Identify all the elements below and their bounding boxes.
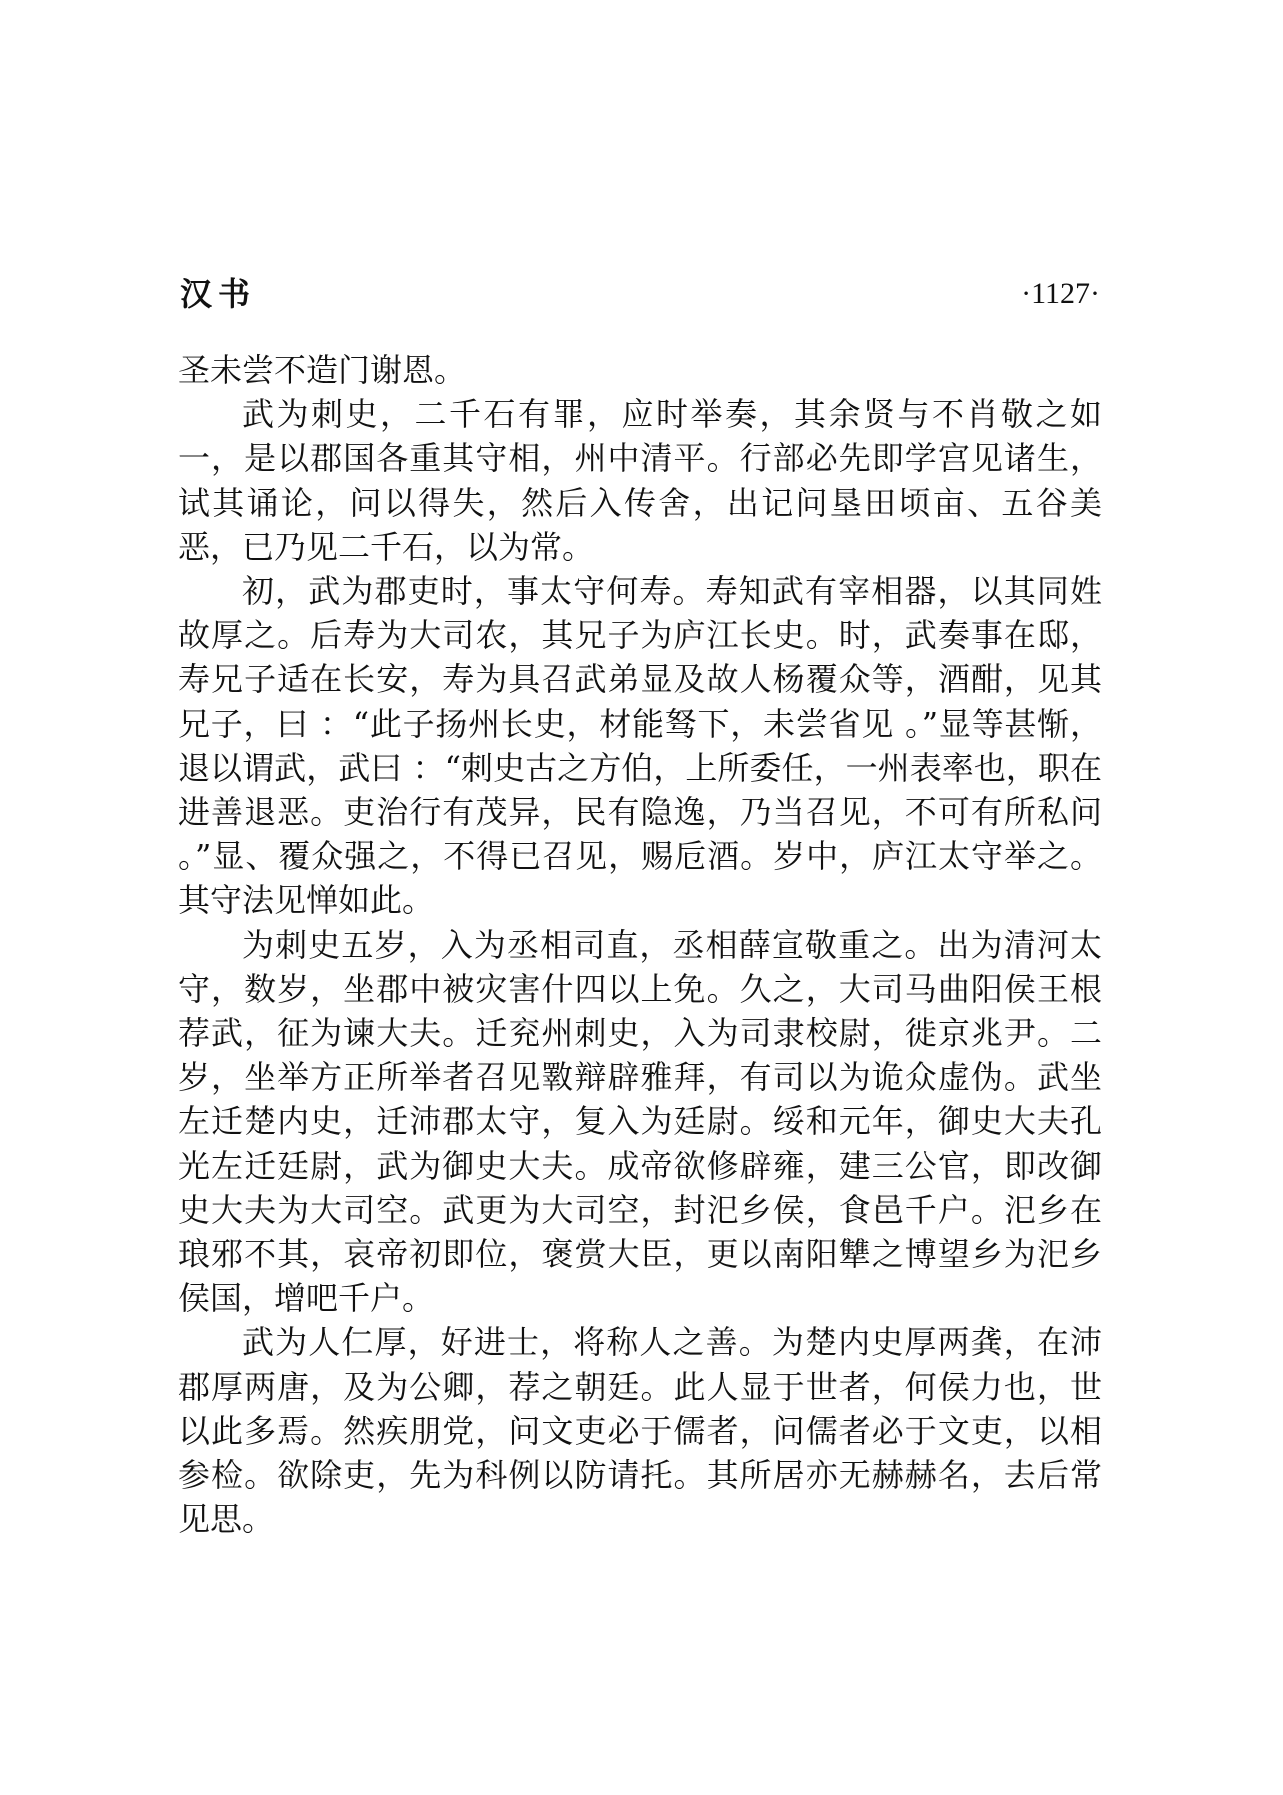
page-header	[180, 272, 1100, 316]
paragraph: 武为刺史，二千石有罪，应时举奏，其余贤与不肖敬之如一，是以郡国各重其守相，州中清平。行部必先即学宫见诸生，试其诵论，问以得失，然后入传舍，出记问垦田顷亩、五谷美恶，已乃见二千石，以为常。	[178, 395, 1102, 566]
paragraph: 初，武为郡吏时，事太守何寿。寿知武有宰相器，以其同姓故厚之。后寿为大司农，其兄子为庐江长史。时，武奏事在邸，寿兄子适在长安，寿为具召武弟显及故人杨覆众等，酒酣，见其兄子，曰 ：“此子扬州长史，材能驽下，未尝省见 。”显等甚惭，退以谓武，武曰 ：“刺史古之方伯，上所委任，一州表率也，职在进善退恶。吏治行有茂异，民有隐逸，乃当召见，不可有所私问 。”显、覆众强之，不得已召见，赐卮酒。岁中，庐江太守举之。其守法见惮如此。	[178, 572, 1102, 920]
page-number: ·1127·	[1021, 277, 1100, 310]
body-text	[178, 348, 1102, 1541]
paragraph: 武为人仁厚，好进士，将称人之善。为楚内史厚两龚，在沛郡厚两唐，及为公卿，荐之朝廷。此人显于世者，何侯力也，世以此多焉。然疾朋党，问文吏必于儒者，问儒者必于文吏，以相参检。欲除吏，先为科例以防请托。其所居亦无赫赫名，去后常见思。	[178, 1323, 1102, 1539]
book-title: 汉书	[180, 275, 257, 313]
paragraph-continued: 圣未尝不造门谢恩。	[178, 351, 467, 389]
paragraph: 为刺史五岁，入为丞相司直，丞相薛宣敬重之。出为清河太守，数岁，坐郡中被灾害什四以上免。久之，大司马曲阳侯王根荐武，征为谏大夫。迁兖州刺史，入为司隶校尉，徙京兆尹。二岁，坐举方正所举者召见斁辩辟雅拜，有司以为诡众虚伪。武坐左迁楚内史，迁沛郡太守，复入为廷尉。绥和元年，御史大夫孔光左迁廷尉，武为御史大夫。成帝欲修辟雍，建三公官，即改御史大夫为大司空。武更为大司空，封汜乡侯，食邑千户。汜乡在琅邪不其，哀帝初即位，褒赏大臣，更以南阳犨之博望乡为汜乡侯国，增吧千户。	[178, 925, 1102, 1318]
